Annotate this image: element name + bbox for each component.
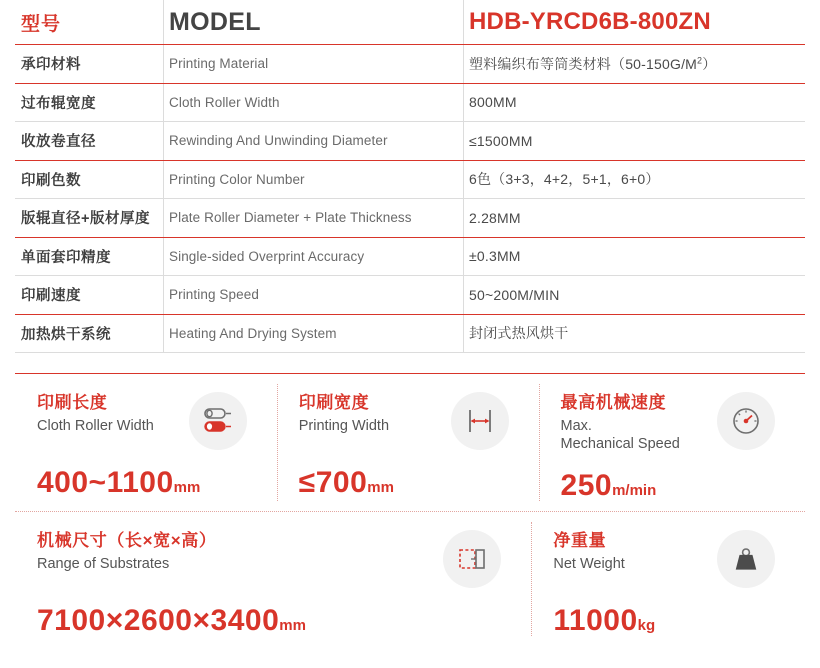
card-value xyxy=(37,466,273,500)
row-label-cn xyxy=(15,122,163,161)
card-title-en xyxy=(561,417,680,453)
header-cell-model xyxy=(463,0,805,45)
card-title-cn: 最高机械速度 xyxy=(560,393,667,412)
card-title-cn: 机械尺寸（长×宽×高） xyxy=(37,531,217,551)
row-value-text xyxy=(469,54,716,74)
header-cell-cn xyxy=(15,0,163,45)
card-print-width xyxy=(277,374,539,511)
row-value-text: ±0.3MM xyxy=(469,248,521,265)
cards-row-2 xyxy=(15,511,805,646)
row-label-en-text: Single-sided Overprint Accuracy xyxy=(169,248,365,264)
table-row xyxy=(15,276,805,315)
row-label-cn xyxy=(15,83,163,122)
row-label-en-text: Printing Speed xyxy=(169,287,259,303)
row-value-text: ≤1500MM xyxy=(469,132,533,149)
card-title-en: Printing Width xyxy=(298,418,390,435)
row-label-en xyxy=(163,276,463,315)
row-label-cn xyxy=(15,314,163,353)
row-label-cn xyxy=(15,45,163,84)
card-value-number: 400~1100 xyxy=(37,466,174,499)
row-label-en xyxy=(163,199,463,238)
card-title-en-line2: Mechanical Speed xyxy=(560,436,680,453)
row-label-en xyxy=(163,160,463,199)
header-cell-en xyxy=(163,0,463,45)
card-value-unit: mm xyxy=(367,479,394,496)
card-title-en: Net Weight xyxy=(553,556,625,573)
row-label-cn xyxy=(15,160,163,199)
row-label-en xyxy=(163,122,463,161)
card-value-unit: mm xyxy=(279,617,306,635)
card-title-cn: 净重量 xyxy=(553,531,607,551)
card-value xyxy=(553,604,801,638)
card-value-number: 11000 xyxy=(553,604,638,638)
row-value xyxy=(463,122,805,161)
row-label-en-text: Cloth Roller Width xyxy=(169,94,280,110)
row-label-cn-text: 印刷速度 xyxy=(21,288,81,305)
row-label-cn-text: 收放卷直径 xyxy=(21,134,96,151)
row-label-en-text: Heating And Drying System xyxy=(169,325,337,341)
weight-icon xyxy=(717,530,775,588)
cards-row-1 xyxy=(15,374,805,511)
card-value-unit: m/min xyxy=(612,482,657,500)
card-value-unit: mm xyxy=(173,479,201,496)
dimensions-icon xyxy=(443,530,501,588)
row-label-en-text: Rewinding And Unwinding Diameter xyxy=(169,133,388,149)
row-label-en xyxy=(163,83,463,122)
header-title-cn: 型号 xyxy=(21,13,62,35)
header-title-en: MODEL xyxy=(169,7,261,36)
row-value xyxy=(463,314,805,353)
row-label-cn-text: 单面套印精度 xyxy=(21,249,111,266)
card-value xyxy=(299,466,535,500)
row-label-en-text: Plate Roller Diameter + Plate Thickness xyxy=(169,210,412,226)
row-value-tail: ） xyxy=(702,55,717,72)
table-row xyxy=(15,122,805,161)
row-value-text: 800MM xyxy=(469,94,517,111)
card-max-speed xyxy=(539,374,805,511)
specification-table xyxy=(15,0,805,353)
row-value-text: 50~200M/MIN xyxy=(469,286,560,303)
card-net-weight xyxy=(531,512,805,646)
row-label-en xyxy=(163,45,463,84)
row-value xyxy=(463,237,805,276)
row-value xyxy=(463,160,805,199)
row-value xyxy=(463,199,805,238)
card-title-en-line1: Max. xyxy=(560,418,592,435)
roller-icon xyxy=(189,392,247,450)
speedometer-icon xyxy=(717,392,775,450)
row-value-superscript: 2 xyxy=(697,55,703,66)
row-value-text: 2.28MM xyxy=(469,209,521,226)
row-value-main: 塑料编织布等筒类材料（50-150G/M xyxy=(469,55,698,72)
card-value xyxy=(37,604,527,638)
highlight-cards xyxy=(15,373,805,646)
row-label-cn xyxy=(15,199,163,238)
row-value xyxy=(463,83,805,122)
width-measure-icon xyxy=(451,392,509,450)
table-row xyxy=(15,83,805,122)
card-title-en: Cloth Roller Width xyxy=(37,418,154,435)
card-title-cn: 印刷宽度 xyxy=(298,393,370,412)
model-number: HDB-YRCD6B-800ZN xyxy=(469,8,711,35)
card-value-number: ≤700 xyxy=(298,466,368,499)
row-label-cn xyxy=(15,237,163,276)
row-value-text: 6色（3+3，4+2，5+1，6+0） xyxy=(469,171,660,188)
card-title-cn: 印刷长度 xyxy=(37,393,108,412)
card-print-length xyxy=(15,374,277,511)
row-label-cn-text: 版辊直径+版材厚度 xyxy=(21,211,150,228)
card-value-unit: kg xyxy=(637,617,656,635)
table-row xyxy=(15,314,805,353)
row-label-en-text: Printing Color Number xyxy=(169,171,305,187)
row-label-en xyxy=(163,237,463,276)
table-row xyxy=(15,160,805,199)
row-label-en-text: Printing Material xyxy=(169,56,269,72)
card-value xyxy=(561,469,801,503)
row-label-cn-text: 加热烘干系统 xyxy=(21,326,111,343)
row-value xyxy=(463,276,805,315)
row-label-cn-text: 印刷色数 xyxy=(21,172,81,189)
card-machine-dimensions xyxy=(15,512,531,646)
row-value xyxy=(463,45,805,84)
table-row xyxy=(15,45,805,84)
card-value-number: 250 xyxy=(560,469,613,503)
row-label-cn-text: 过布辊宽度 xyxy=(21,95,96,112)
row-value-text: 封闭式热风烘干 xyxy=(469,325,569,342)
row-label-cn-text: 承印材料 xyxy=(21,57,81,74)
row-label-en xyxy=(163,314,463,353)
table-header-row xyxy=(15,0,805,45)
row-label-cn xyxy=(15,276,163,315)
card-value-number: 7100×2600×3400 xyxy=(37,604,280,638)
table-row xyxy=(15,199,805,238)
table-row xyxy=(15,237,805,276)
card-title-en: Range of Substrates xyxy=(37,556,170,573)
